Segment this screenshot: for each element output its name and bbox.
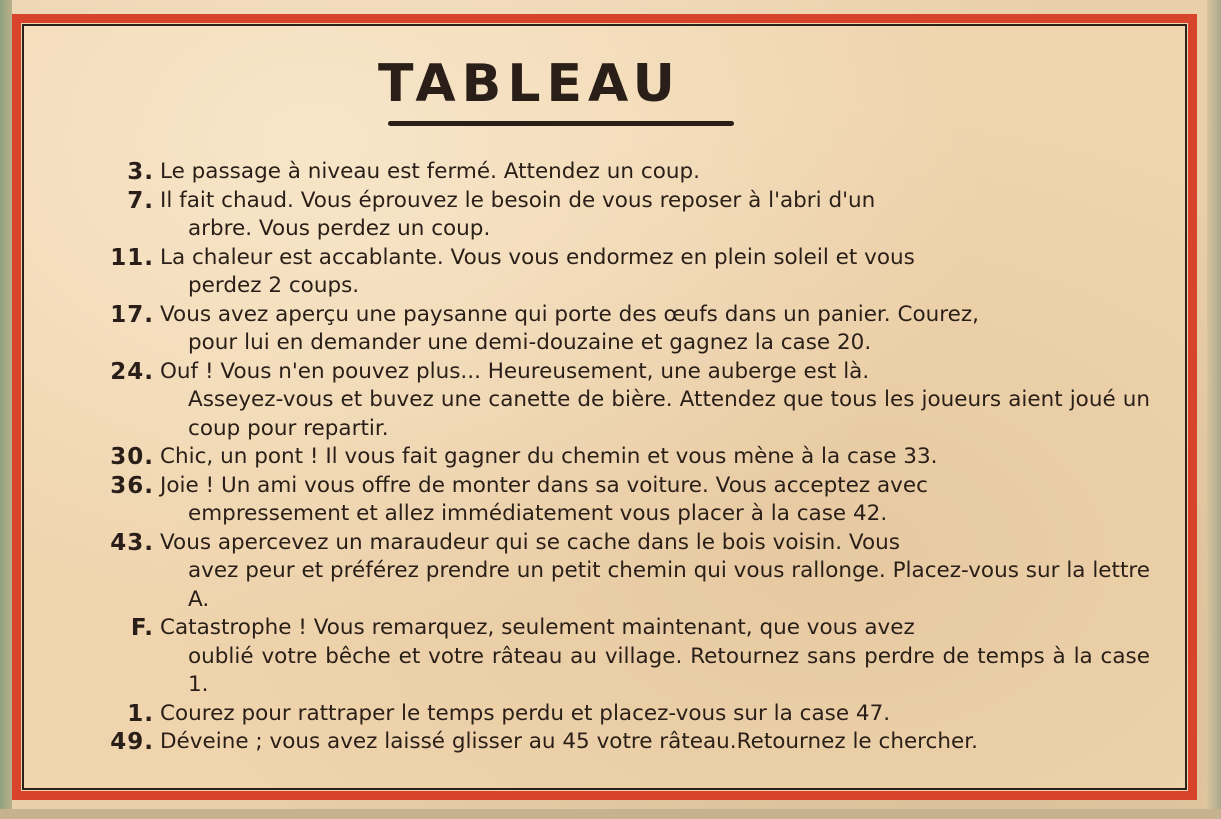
- rule-text-continued: pour lui en demander une demi-douzaine et gagnez la case 20.: [188, 330, 872, 355]
- rule-number: 3.: [127, 159, 154, 185]
- rule-number: 43.: [110, 529, 154, 556]
- rule-text: La chaleur est accablante. Vous vous endormez en plein soleil et vous: [160, 244, 915, 270]
- rule-text-continued: oublié votre bêche et votre râteau au village. Retournez sans perdre de temps à la case 1.: [188, 643, 1150, 697]
- rule-entry: [76, 443, 1150, 472]
- title-underline: [388, 121, 734, 126]
- rule-number: 36.: [110, 472, 154, 499]
- rule-text: Joie ! Un ami vous offre de monter dans sa voiture. Vous acceptez avec: [160, 472, 928, 498]
- torn-edge-left: [0, 0, 12, 819]
- rule-number: 11.: [110, 244, 154, 271]
- rule-text-continued: empressement et allez immédiatement vous placer à la case 42.: [188, 501, 888, 526]
- rule-number: 17.: [110, 301, 154, 328]
- rule-entry: [76, 472, 1150, 529]
- rule-text: Chic, un pont ! Il vous fait gagner du chemin et vous mène à la case 33.: [160, 444, 938, 469]
- rule-text-continued: arbre. Vous perdez un coup.: [188, 216, 491, 241]
- rule-entry: [76, 358, 1150, 444]
- rule-number: 30.: [110, 444, 154, 470]
- rule-entry: [76, 244, 1150, 301]
- rule-text: Le passage à niveau est fermé. Attendez un coup.: [160, 159, 700, 184]
- rule-text: Vous apercevez un maraudeur qui se cache dans le bois voisin. Vous: [160, 529, 900, 555]
- rule-text-continued: Asseyez-vous et buvez une canette de bière. Attendez que tous les joueurs aient joué un coup pour repartir.: [188, 387, 1150, 441]
- rule-entry: [76, 187, 1150, 244]
- torn-edge-right: [1207, 0, 1221, 819]
- rule-text: Catastrophe ! Vous remarquez, seulement maintenant, que vous avez: [160, 615, 915, 640]
- rule-entry: [76, 614, 1150, 700]
- rules-list: [76, 158, 1150, 757]
- rule-text-continued: avez peur et préférez prendre un petit chemin qui vous rallonge. Placez-vous sur la lettre A.: [188, 558, 1150, 612]
- rule-number: 24.: [110, 358, 154, 385]
- rule-text-continued: perdez 2 coups.: [188, 273, 360, 298]
- rule-number: F.: [130, 615, 154, 641]
- rule-entry: [76, 301, 1150, 358]
- rule-entry: [76, 529, 1150, 615]
- page-title: TABLEAU: [378, 54, 681, 114]
- torn-edge-bottom: [0, 809, 1221, 819]
- rule-text: Ouf ! Vous n'en pouvez plus... Heureusement, une auberge est là.: [160, 358, 870, 384]
- rule-text: Il fait chaud. Vous éprouvez le besoin de vous reposer à l'abri d'un: [160, 187, 876, 213]
- rule-number: 1.: [127, 700, 154, 727]
- rule-entry: [76, 728, 1150, 757]
- rule-text: Déveine ; vous avez laissé glisser au 45 votre râteau.Retournez le chercher.: [160, 729, 978, 754]
- rule-number: 49.: [110, 729, 154, 755]
- rule-entry: [76, 158, 1150, 187]
- rule-text: Courez pour rattraper le temps perdu et placez-vous sur la case 47.: [160, 700, 891, 726]
- rule-text: Vous avez aperçu une paysanne qui porte des œufs dans un panier. Courez,: [160, 301, 979, 327]
- rule-entry: [76, 700, 1150, 729]
- rule-number: 7.: [127, 187, 154, 214]
